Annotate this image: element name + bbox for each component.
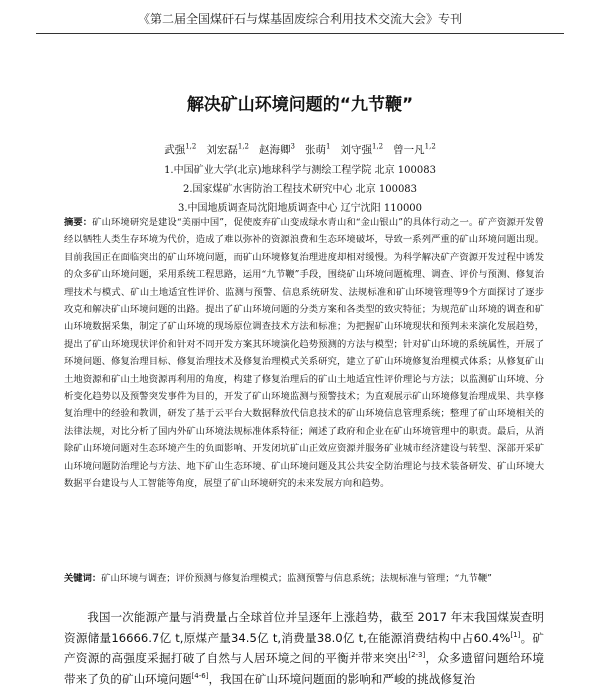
author-affil-marker: 3 xyxy=(290,142,295,151)
author-name: 曾一凡 xyxy=(393,144,425,156)
header-rule xyxy=(36,33,564,34)
body-text-segment: ，我国在矿山环境问题面的影响和严峻的挑战修复治 xyxy=(208,671,476,686)
author-name: 刘宏磊 xyxy=(206,144,238,156)
author-affil-marker: 1,2 xyxy=(424,142,436,151)
author-affil-marker: 1,2 xyxy=(237,142,249,151)
author-name: 张萌 xyxy=(305,144,326,156)
abstract-text: 矿山环境研究是建设“美丽中国”，促使废弃矿山变成绿水青山和“金山银山”的具体行动之一。矿产资源开发曾经以牺牲人类生存环境为代价，造成了难以弥补的资源浪费和生态环境破坏，导致一系列严重的矿山环境问题出现。目前我国正在面临突出的矿山环境问题，而矿山环境修复治理进度却相对缓慢。为科学解决矿产资源开发过程中诱发的众多矿山环境问题，采用系统工程思路，运用“九节鞭”手段，围绕矿山环境问题梳理、调查、评价与预测、修复治理技术与模式、矿山土地适宜性评价、监测与预警、信息系统研发、法规标准和矿山环境管理等9个方面探讨了逐步攻克和解决矿山环境问题的出路。提出了矿山环境问题的分类方案和各类型的致灾特征；为规范矿山环境的调查和矿山环境数据采集，制定了矿山环境的现场原位调查技术方法和标准；为把握矿山环境现状和预判未来演化发展趋势，提出了矿山环境现状评价和针对不同开发方案其环境演化趋势预测的方法与模型；针对矿山环境的系统属性，开展了环境问题、修复治理目标、修复治理技术及修复治理模式关系研究，建立了矿山环境修复治理模式体系；从修复矿山土地资源和矿山土地资源再利用的角度，构建了修复治理后的矿山土地适宜性评价理论与方法；以监测矿山环境、分析变化趋势以及预警突发事件为目的，开发了矿山环境监测与预警技术；为直观展示矿山环境修复治理成果、共享修复治理中的经验和教训，研发了基于云平台大数据释放代信息技术的矿山环境信息管理系统；整理了矿山环境相关的法律法规，对比分析了国内外矿山环境法规标准体系特征；阐述了政府和企业在矿山环境管理中的职责。最后，从消除矿山环境问题对生态环境产生的负面影响、开发闭坑矿山正效应资源并服务矿业城市经济建设与转型、深部开采矿山环境问题防治理论与方法、地下矿山生态环境、矿山环境问题及其公共安全防治理论与技术装备研发、矿山环境大数据平台建设与人工智能等角度，展望了矿山环境研究的未来发展方向和趋势。 xyxy=(64,217,544,490)
author-line xyxy=(0,142,600,157)
author-name: 武强 xyxy=(164,144,186,156)
citation-marker: [2-3] xyxy=(408,651,426,660)
author-name: 赵海卿 xyxy=(259,144,291,156)
body-text-segment: 我国一次能源产量与消费量占全球首位并呈逐年上涨趋势，截至 2017 年末我国煤炭查明资源储量16666.7亿 t,原煤产量34.5亿 t,消费量38.0亿 t,在能源消费结构中占60.4% xyxy=(64,610,544,645)
affiliation-2: 2.国家煤矿水害防治工程技术研究中心 北京 100083 xyxy=(182,184,418,195)
affiliation-3: 3.中国地质调查局沈阳地质调查中心 辽宁沈阳 110000 xyxy=(177,203,423,214)
keywords-text: 矿山环境与调查；评价预测与修复治理模式；监测预警与信息系统；法规标准与管理；“九节鞭” xyxy=(101,573,492,584)
author-name: 刘守强 xyxy=(340,144,372,156)
author-affil-marker: 1 xyxy=(326,142,331,151)
keywords-label: 关键词： xyxy=(64,573,102,584)
body-text-segment: ，众多遗留问题给环境带来了负的矿山环境问题 xyxy=(64,651,544,686)
author-affil-marker: 1,2 xyxy=(371,142,384,151)
abstract-label: 摘要： xyxy=(64,217,93,228)
abstract xyxy=(64,214,544,493)
keywords xyxy=(64,570,544,587)
citation-marker: [4-6] xyxy=(191,671,209,680)
journal-header: 《第二届全国煤矸石与煤基固废综合利用技术交流大会》专刊 xyxy=(137,12,462,26)
affiliation-1: 1.中国矿业大学(北京)地球科学与测绘工程学院 北京 100083 xyxy=(164,165,436,176)
body-paragraph xyxy=(64,607,544,689)
citation-marker: [1] xyxy=(510,630,521,639)
body-text-segment: 。矿产资源的高强度采掘打破了自然与人居环境之间的平衡并带来突出 xyxy=(64,630,544,665)
author-affil-marker: 1,2 xyxy=(185,142,197,151)
paper-title: 解决矿山环境问题的“九节鞭” xyxy=(186,95,414,115)
